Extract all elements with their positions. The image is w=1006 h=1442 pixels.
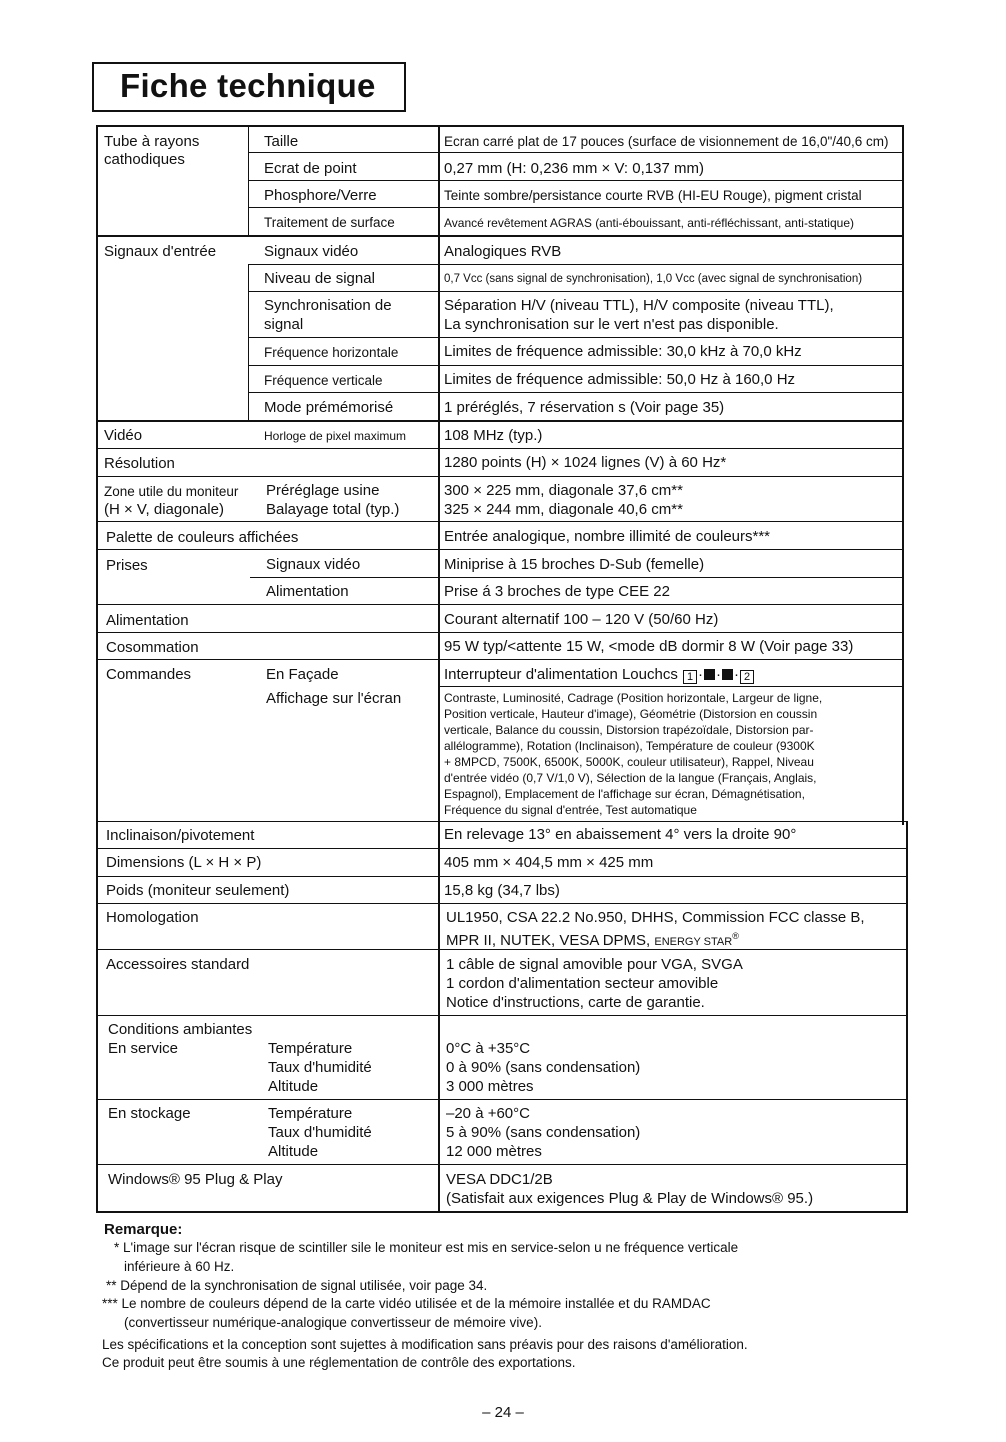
input-sync-value-2: La synchronisation sur le vert n'est pas disponible. bbox=[444, 316, 779, 333]
accessories-value: 1 câble de signal amovible pour VGA, SVGA bbox=[446, 956, 743, 973]
page-title: Fiche technique bbox=[120, 67, 376, 104]
area-preset-label: Préréglage usine bbox=[266, 482, 380, 499]
env-op-temp-label: Température bbox=[268, 1040, 353, 1057]
crt-group-label-2: cathodiques bbox=[104, 151, 185, 168]
controls-osd-label: Affichage sur l'écran bbox=[266, 690, 402, 707]
accessories-value-3: Notice d'instructions, carte de garantie. bbox=[446, 994, 705, 1011]
controls-label: Commandes bbox=[106, 666, 192, 683]
video-label: Vidéo bbox=[104, 427, 143, 444]
osd-line: d'entrée vidéo (0,7 V/1,0 V), Sélection de la langue (Français, Anglais, bbox=[444, 771, 817, 785]
env-st-temp-value: –20 à +60°C bbox=[446, 1105, 530, 1122]
input-hfreq-label: Fréquence horizontale bbox=[264, 345, 399, 360]
accessories-value-2: 1 cordon d'alimentation secteur amovible bbox=[446, 975, 719, 992]
dimensions-value: 405 mm × 404,5 mm × 425 mm bbox=[444, 854, 654, 871]
pnp-label: Windows® 95 Plug & Play bbox=[108, 1171, 283, 1188]
notes-title: Remarque: bbox=[104, 1221, 183, 1238]
dimensions-label: Dimensions (L × H × P) bbox=[106, 854, 262, 871]
note-1-cont: inférieure à 60 Hz. bbox=[124, 1259, 235, 1274]
area-label-2: (H × V, diagonale) bbox=[104, 501, 224, 518]
input-preset-value: 1 préréglés, 7 réservation s (Voir page 35) bbox=[444, 399, 725, 416]
env-st-hum-value: 5 à 90% (sans condensation) bbox=[446, 1124, 641, 1141]
approval-value: UL1950, CSA 22.2 No.950, DHHS, Commission FCC classe B, bbox=[446, 909, 865, 926]
env-op-temp-value: 0°C à +35°C bbox=[446, 1040, 531, 1057]
connectors-power-label: Alimentation bbox=[266, 583, 349, 600]
pnp-value: VESA DDC1/2B bbox=[446, 1171, 553, 1188]
input-level-value: 0,7 Vcc (sans signal de synchronisation), 1,0 Vcc (avec signal de synchronisation) bbox=[444, 273, 863, 285]
input-level-label: Niveau de signal bbox=[264, 270, 375, 287]
area-preset-value: 300 × 225 mm, diagonale 37,6 cm** bbox=[444, 482, 683, 499]
consumption-label: Cosommation bbox=[106, 639, 199, 656]
tilt-label: Inclinaison/pivotement bbox=[106, 827, 255, 844]
env-st-alt-label: Altitude bbox=[268, 1143, 319, 1160]
accessories-label: Accessoires standard bbox=[106, 956, 250, 973]
env-op-hum-label: Taux d'humidité bbox=[268, 1059, 372, 1076]
key-2-icon: 2 bbox=[740, 670, 754, 684]
note-2: ** Dépend de la synchronisation de signal utilisée, voir page 34. bbox=[106, 1278, 488, 1293]
env-st-alt-value: 12 000 mètres bbox=[446, 1143, 542, 1160]
power-value: Courant alternatif 100 – 120 V (50/60 Hz) bbox=[444, 611, 719, 628]
input-sync-value: Séparation H/V (niveau TTL), H/V composite (niveau TTL), bbox=[444, 297, 834, 314]
crt-size-label: Taille bbox=[264, 133, 299, 150]
osd-line: verticale, Balance du coussin, Distorsion trapézoïdale, Distorsion par- bbox=[444, 723, 814, 737]
power-label: Alimentation bbox=[106, 612, 189, 629]
osd-line: Fréquence du signal d'entrée, Test automatique bbox=[444, 803, 697, 817]
input-video-value: Analogiques RVB bbox=[444, 243, 562, 260]
crt-surface-value: Avancé revêtement AGRAS (anti-ébouissant, anti-réfléchissant, anti-statique) bbox=[444, 216, 854, 230]
controls-front-text: Interrupteur d'alimentation Louchcs bbox=[444, 666, 678, 683]
weight-value: 15,8 kg (34,7 lbs) bbox=[444, 882, 560, 899]
tilt-value: En relevage 13° en abaissement 4° vers la droite 90° bbox=[444, 826, 797, 843]
crt-size-value: Ecran carré plat de 17 pouces (surface de visionnement de 16,0"/40,6 cm) bbox=[444, 134, 889, 149]
video-sub-label: Horloge de pixel maximum bbox=[264, 429, 407, 443]
input-hfreq-value: Limites de fréquence admissible: 30,0 kHz à 70,0 kHz bbox=[444, 343, 802, 360]
pnp-value-2: (Satisfait aux exigences Plug & Play de Windows® 95.) bbox=[446, 1190, 814, 1207]
env-op-hum-value: 0 à 90% (sans condensation) bbox=[446, 1059, 641, 1076]
env-st-temp-label: Température bbox=[268, 1105, 353, 1122]
env-label: Conditions ambiantes bbox=[108, 1021, 253, 1038]
crt-phosphor-label: Phosphore/Verre bbox=[264, 187, 377, 204]
crt-group-label: Tube à rayons bbox=[104, 133, 200, 150]
weight-label: Poids (moniteur seulement) bbox=[106, 882, 290, 899]
page-number: – 24 – bbox=[482, 1404, 524, 1421]
env-operating-label: En service bbox=[108, 1040, 179, 1057]
crt-dot-label: Ecrat de point bbox=[264, 160, 357, 177]
connectors-video-label: Signaux vidéo bbox=[266, 556, 361, 573]
resolution-value: 1280 points (H) × 1024 lignes (V) à 60 Hz* bbox=[444, 454, 727, 471]
approval-label: Homologation bbox=[106, 909, 199, 926]
palette-value: Entrée analogique, nombre illimité de couleurs*** bbox=[444, 528, 771, 545]
osd-line: Contraste, Luminosité, Cadrage (Position horizontale, Largeur de ligne, bbox=[444, 691, 823, 705]
input-group-label: Signaux d'entrée bbox=[104, 243, 217, 260]
connectors-label: Prises bbox=[106, 557, 148, 574]
area-label: Zone utile du moniteur bbox=[104, 484, 239, 499]
note-3-cont: (convertisseur numérique-analogique convertisseur de mémoire vive). bbox=[124, 1315, 542, 1330]
osd-line: + 8MPCD, 7500K, 6500K, 5000K, couleur utilisateur), Rappel, Niveau bbox=[444, 755, 814, 769]
key-up-icon bbox=[722, 669, 733, 680]
area-total-value: 325 × 244 mm, diagonale 40,6 cm** bbox=[444, 501, 683, 518]
crt-surface-label: Traitement de surface bbox=[264, 215, 395, 230]
resolution-label: Résolution bbox=[104, 455, 175, 472]
note-1: * L'image sur l'écran risque de scintiller sile le moniteur est mis en service-selon u ne fréquence verticale bbox=[114, 1240, 739, 1255]
input-video-label: Signaux vidéo bbox=[264, 243, 359, 260]
consumption-value: 95 W typ/<attente 15 W, <mode dB dormir 8 W (Voir page 33) bbox=[444, 638, 854, 655]
connectors-power-value: Prise á 3 broches de type CEE 22 bbox=[444, 583, 670, 600]
note-3: *** Le nombre de couleurs dépend de la carte vidéo utilisée et de la mémoire installée et du RAMDAC bbox=[102, 1296, 711, 1311]
input-preset-label: Mode prémémorisé bbox=[264, 399, 394, 416]
area-total-label: Balayage total (typ.) bbox=[266, 501, 400, 518]
input-vfreq-label: Fréquence verticale bbox=[264, 373, 383, 388]
connectors-video-value: Miniprise à 15 broches D-Sub (femelle) bbox=[444, 556, 705, 573]
env-op-alt-label: Altitude bbox=[268, 1078, 319, 1095]
osd-line: Position verticale, Hauteur d'image), Géométrie (Distorsion en coussin bbox=[444, 707, 818, 721]
osd-line: allélogramme), Rotation (Inclinaison), Température de couleur (9300K bbox=[444, 739, 815, 753]
registered-mark: ® bbox=[732, 931, 739, 941]
crt-phosphor-value: Teinte sombre/persistance courte RVB (HI-EU Rouge), pigment cristal bbox=[444, 188, 862, 203]
input-sync-label: Synchronisation de bbox=[264, 297, 392, 314]
controls-front-value: Interrupteur d'alimentation Louchcs 1 · · · 2 bbox=[444, 665, 755, 684]
export-notice: Ce produit peut être soumis à une réglementation de contrôle des exportations. bbox=[102, 1355, 576, 1370]
env-st-hum-label: Taux d'humidité bbox=[268, 1124, 372, 1141]
key-1-icon: 1 bbox=[683, 670, 697, 684]
video-value: 108 MHz (typ.) bbox=[444, 427, 543, 444]
crt-dot-value: 0,27 mm (H: 0,236 mm × V: 0,137 mm) bbox=[444, 160, 704, 177]
key-down-icon bbox=[704, 669, 715, 680]
energy-star-text: ENERGY STAR bbox=[654, 936, 733, 948]
input-sync-label-2: signal bbox=[264, 316, 304, 333]
env-op-alt-value: 3 000 mètres bbox=[446, 1078, 534, 1095]
controls-front-label: En Façade bbox=[266, 666, 339, 683]
input-vfreq-value: Limites de fréquence admissible: 50,0 Hz à 160,0 Hz bbox=[444, 371, 796, 388]
spec-change-notice: Les spécifications et la conception sont sujettes à modification sans préavis pour des raisons d'amélioration. bbox=[102, 1337, 748, 1352]
palette-label: Palette de couleurs affichées bbox=[106, 529, 299, 546]
osd-line: Espagnol), Emplacement de l'affichage sur écran, Démagnétisation, bbox=[444, 787, 805, 801]
env-storage-label: En stockage bbox=[108, 1105, 191, 1122]
approval-value-2-text: MPR II, NUTEK, VESA DPMS, bbox=[446, 932, 655, 949]
approval-value-2 bbox=[446, 927, 739, 952]
